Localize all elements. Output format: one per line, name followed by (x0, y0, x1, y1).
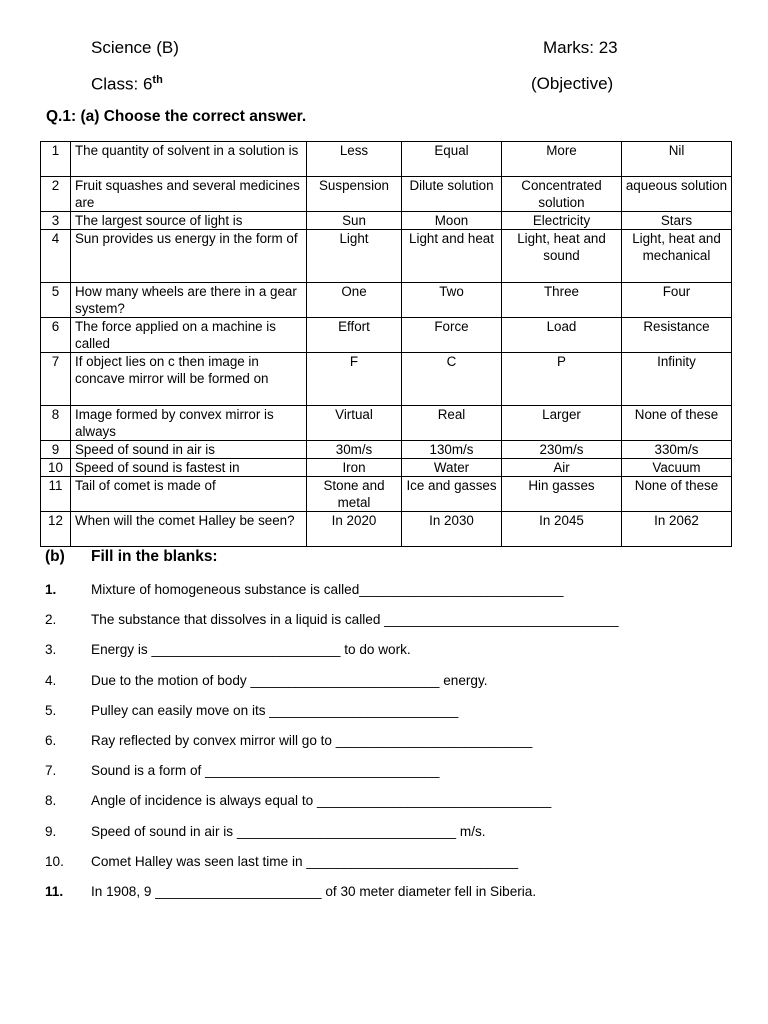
question-text: Sun provides us energy in the form of (71, 230, 307, 283)
fill-item-number: 4. (45, 672, 57, 688)
option-b: Moon (402, 212, 502, 230)
question-text: Fruit squashes and several medicines are (71, 177, 307, 212)
option-d: Four (622, 283, 732, 318)
question-text: If object lies on c then image in concave mirror will be formed on (71, 353, 307, 406)
option-b: Real (402, 406, 502, 441)
option-c: Air (502, 459, 622, 477)
table-row (41, 459, 732, 477)
table-row (41, 177, 732, 212)
fill-item-number: 5. (45, 702, 57, 718)
fill-item-text: In 1908, 9 ______________________ of 30 meter diameter fell in Siberia. (91, 884, 537, 899)
option-c: Light, heat and sound (502, 230, 622, 283)
option-a: Less (307, 142, 402, 177)
question-number: 6 (41, 318, 71, 353)
question-text: Speed of sound is fastest in (71, 459, 307, 477)
option-a: Sun (307, 212, 402, 230)
question-number: 7 (41, 353, 71, 406)
option-b: Light and heat (402, 230, 502, 283)
option-d: In 2062 (622, 512, 732, 547)
fill-item-number: 9. (45, 823, 57, 839)
fill-item-text: Angle of incidence is always equal to _______________________________ (91, 793, 552, 809)
option-c: Hin gasses (502, 477, 622, 512)
table-row (41, 477, 732, 512)
table-row (41, 406, 732, 441)
table-row (41, 318, 732, 353)
option-d: None of these (622, 477, 732, 512)
fill-item-number: 3. (45, 642, 57, 658)
option-c: Three (502, 283, 622, 318)
fill-item-number: 2. (45, 612, 57, 628)
option-a: Iron (307, 459, 402, 477)
question-text: Image formed by convex mirror is always (71, 406, 307, 441)
question-number: 8 (41, 406, 71, 441)
option-a: Suspension (307, 177, 402, 212)
table-row (41, 283, 732, 318)
option-a: Light (307, 230, 402, 283)
question-number: 9 (41, 441, 71, 459)
option-a: One (307, 283, 402, 318)
table-row (41, 441, 732, 459)
option-a: Virtual (307, 406, 402, 441)
fill-item-text: Pulley can easily move on its _________________________ (91, 702, 459, 718)
question-text: Tail of comet is made of (71, 477, 307, 512)
question-number: 12 (41, 512, 71, 547)
option-b: In 2030 (402, 512, 502, 547)
option-c: More (502, 142, 622, 177)
option-a: Effort (307, 318, 402, 353)
question-number: 3 (41, 212, 71, 230)
option-d: Nil (622, 142, 732, 177)
option-c: In 2045 (502, 512, 622, 547)
fill-item-number: 1. (45, 582, 57, 597)
option-c: Concentrated solution (502, 177, 622, 212)
option-b: Equal (402, 142, 502, 177)
fill-item-number: 8. (45, 793, 57, 809)
fill-item-text: Mixture of homogeneous substance is called___________________________ (91, 582, 564, 597)
option-b: 130m/s (402, 441, 502, 459)
option-b: Two (402, 283, 502, 318)
option-b: Dilute solution (402, 177, 502, 212)
option-d: None of these (622, 406, 732, 441)
option-a: 30m/s (307, 441, 402, 459)
question-number: 4 (41, 230, 71, 283)
mcq-table-body (41, 142, 732, 547)
option-a: In 2020 (307, 512, 402, 547)
class-label (91, 74, 163, 95)
option-b: Ice and gasses (402, 477, 502, 512)
marks-label: Marks: 23 (543, 38, 618, 57)
fill-item-text: The substance that dissolves in a liquid is called _______________________________ (91, 612, 619, 628)
table-row (41, 512, 732, 547)
option-b: C (402, 353, 502, 406)
option-d: Infinity (622, 353, 732, 406)
option-d: Vacuum (622, 459, 732, 477)
fill-item-text: Comet Halley was seen last time in ____________________________ (91, 853, 519, 869)
option-c: 230m/s (502, 441, 622, 459)
question-number: 2 (41, 177, 71, 212)
option-a: F (307, 353, 402, 406)
option-d: 330m/s (622, 441, 732, 459)
table-row (41, 142, 732, 177)
question-number: 10 (41, 459, 71, 477)
mcq-table (40, 141, 732, 547)
question-text: Speed of sound in air is (71, 441, 307, 459)
option-b: Water (402, 459, 502, 477)
fill-item-number: 10. (45, 853, 64, 869)
option-c: Electricity (502, 212, 622, 230)
option-a: Stone and metal (307, 477, 402, 512)
option-c: Load (502, 318, 622, 353)
question-text: The largest source of light is (71, 212, 307, 230)
fill-item-number: 6. (45, 733, 57, 748)
fill-item-number: 11. (45, 884, 64, 899)
option-c: P (502, 353, 622, 406)
option-d: aqueous solution (622, 177, 732, 212)
question-number: 5 (41, 283, 71, 318)
fill-item-number: 7. (45, 763, 57, 779)
fill-item-text: Speed of sound in air is _____________________________ m/s. (91, 823, 486, 839)
table-row (41, 230, 732, 283)
option-d: Light, heat and mechanical (622, 230, 732, 283)
table-row (41, 212, 732, 230)
fill-item-text: Energy is _________________________ to do work. (91, 642, 411, 658)
class-superscript: th (152, 74, 163, 86)
fill-item-text: Due to the motion of body _________________________ energy. (91, 672, 488, 688)
question-text: When will the comet Halley be seen? (71, 512, 307, 547)
section-a-title: Q.1: (a) Choose the correct answer. (46, 108, 307, 125)
question-text: The force applied on a machine is called (71, 318, 307, 353)
option-d: Stars (622, 212, 732, 230)
question-number: 11 (41, 477, 71, 512)
question-text: The quantity of solvent in a solution is (71, 142, 307, 177)
option-c: Larger (502, 406, 622, 441)
question-number: 1 (41, 142, 71, 177)
table-row (41, 353, 732, 406)
section-b-label: (b) (45, 548, 65, 565)
question-text: How many wheels are there in a gear system? (71, 283, 307, 318)
paper-type-label: (Objective) (531, 74, 614, 93)
option-b: Force (402, 318, 502, 353)
section-b-title: Fill in the blanks: (91, 548, 218, 565)
fill-item-text: Sound is a form of _______________________________ (91, 763, 440, 779)
class-text: Class: 6 (91, 74, 153, 94)
subject-label: Science (B) (91, 38, 179, 57)
option-d: Resistance (622, 318, 732, 353)
fill-item-text: Ray reflected by convex mirror will go to __________________________ (91, 733, 533, 748)
